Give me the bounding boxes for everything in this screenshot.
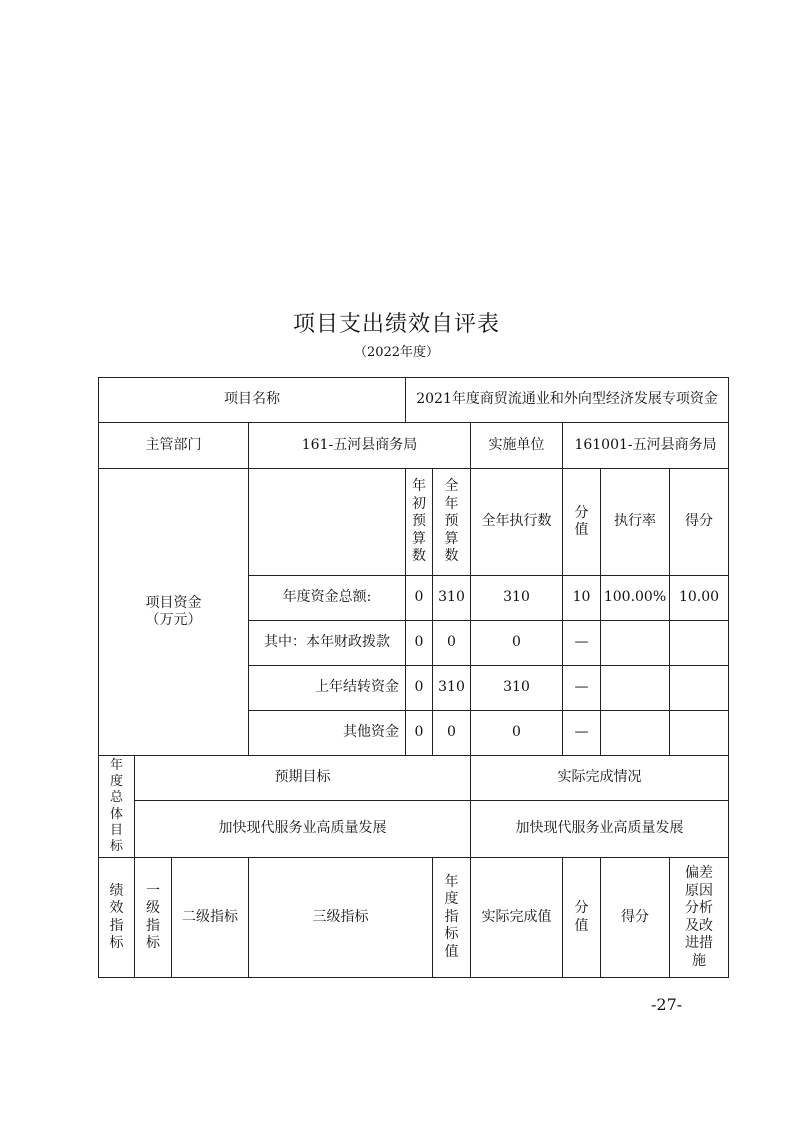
deviation-analysis-header: 偏差 原因 分析 及改 进措 施: [670, 858, 729, 978]
expected-goal-header: 预期目标: [135, 756, 471, 801]
funds-row-got: [670, 666, 729, 711]
funds-row-exec: 0: [471, 711, 563, 756]
funds-header-score: 分 值: [563, 469, 601, 576]
department-value: 161-五河县商务局: [249, 423, 471, 469]
performance-indicators-label: 绩 效 指 标: [99, 858, 135, 978]
actual-completion-value: 加快现代服务业高质量发展: [471, 801, 729, 858]
funds-row-label: 其他资金: [249, 711, 406, 756]
goals-header-row: [99, 756, 729, 801]
project-name-label: 项目名称: [99, 378, 406, 423]
department-row: [99, 423, 729, 469]
goals-value-row: [99, 801, 729, 858]
funds-header-initial: 年 初 预 算 数: [406, 469, 433, 576]
funds-header-got: 得分: [670, 469, 729, 576]
funds-row-got: [670, 621, 729, 666]
funds-row-score: —: [563, 621, 601, 666]
funds-row-got: [670, 711, 729, 756]
project-name-value: 2021年度商贸流通业和外向型经济发展专项资金: [406, 378, 729, 423]
funds-header-rate: 执行率: [601, 469, 670, 576]
funds-row-label: 其中：本年财政拨款: [249, 621, 406, 666]
funds-header-blank: [249, 469, 406, 576]
funds-row-full: 0: [433, 711, 471, 756]
funds-row-exec: 310: [471, 576, 563, 621]
funds-header-full: 全 年 预 算 数: [433, 469, 471, 576]
actual-completion-header: 实际完成情况: [471, 756, 729, 801]
evaluation-table: [98, 377, 729, 978]
expected-goal-value: 加快现代服务业高质量发展: [135, 801, 471, 858]
funds-row-full: 310: [433, 576, 471, 621]
department-label: 主管部门: [99, 423, 249, 469]
level1-indicator-header: 一 级 指 标: [135, 858, 172, 978]
page-title: 项目支出绩效自评表: [292, 312, 500, 337]
project-funds-label: 项目资金 （万元）: [99, 469, 249, 756]
funds-row-rate: 100.00%: [601, 576, 670, 621]
funds-row-initial: 0: [406, 711, 433, 756]
level2-indicator-header: 二级指标: [172, 858, 249, 978]
funds-row-rate: [601, 621, 670, 666]
implementing-unit-value: 161001-五河县商务局: [563, 423, 729, 469]
funds-row-initial: 0: [406, 576, 433, 621]
funds-row-score: 10: [563, 576, 601, 621]
funds-row-exec: 0: [471, 621, 563, 666]
funds-row-got: 10.00: [670, 576, 729, 621]
page-subtitle: （2022年度）: [353, 345, 440, 360]
annual-target-header: 年 度 指 标 值: [433, 858, 471, 978]
project-name-row: [99, 378, 729, 423]
funds-row-initial: 0: [406, 666, 433, 711]
funds-row-full: 0: [433, 621, 471, 666]
funds-row-score: —: [563, 711, 601, 756]
actual-value-header: 实际完成值: [471, 858, 563, 978]
page-number: -27-: [651, 995, 683, 1014]
funds-header-exec: 全年执行数: [471, 469, 563, 576]
funds-header-row: [99, 469, 729, 576]
indicators-header-row: [99, 858, 729, 978]
funds-row-label: 上年结转资金: [249, 666, 406, 711]
implementing-unit-label: 实施单位: [471, 423, 563, 469]
funds-row-rate: [601, 711, 670, 756]
funds-row-full: 310: [433, 666, 471, 711]
got-score-header: 得分: [601, 858, 670, 978]
score-header: 分 值: [563, 858, 601, 978]
funds-row-score: —: [563, 666, 601, 711]
annual-goals-label: 年 度 总 体 目 标: [99, 756, 135, 858]
funds-row-rate: [601, 666, 670, 711]
funds-row-exec: 310: [471, 666, 563, 711]
level3-indicator-header: 三级指标: [249, 858, 433, 978]
funds-row-initial: 0: [406, 621, 433, 666]
funds-row-label: 年度资金总额:: [249, 576, 406, 621]
